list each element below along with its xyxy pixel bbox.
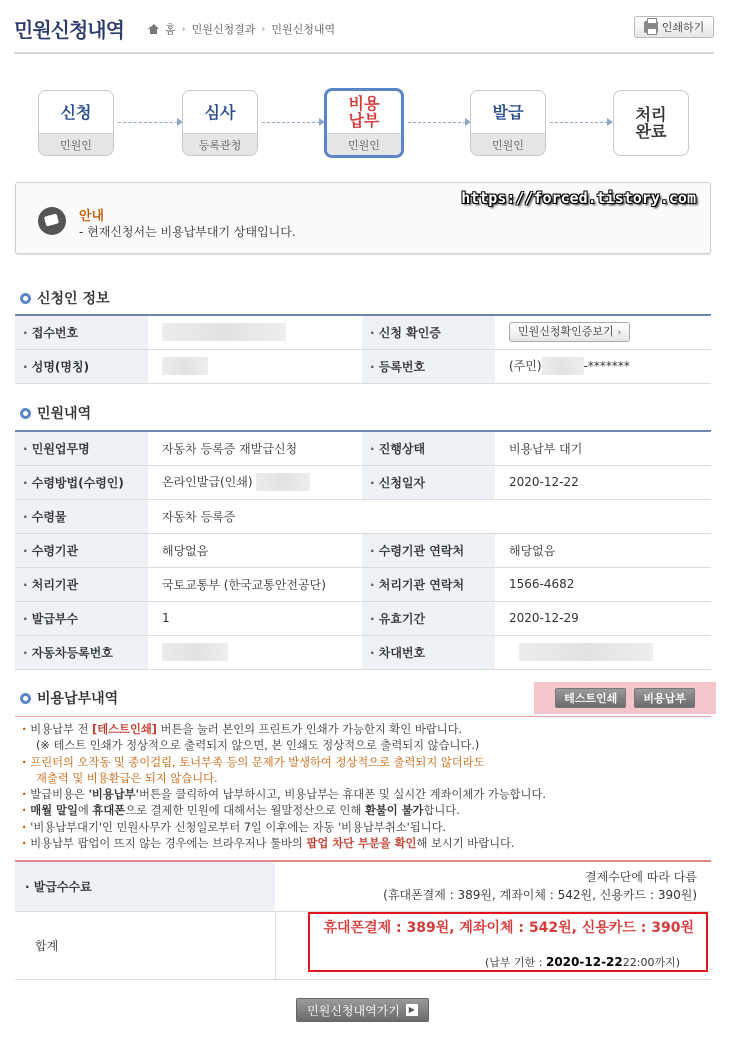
row-value: 해당없음 bbox=[148, 533, 362, 567]
table-row bbox=[15, 499, 711, 533]
breadcrumb-home[interactable]: 홈 bbox=[165, 23, 176, 36]
test-print-button[interactable]: 테스트인쇄 bbox=[555, 688, 626, 708]
row-value: 해당없음 bbox=[495, 533, 711, 567]
progress-steps bbox=[38, 88, 698, 160]
reg-no-value bbox=[495, 349, 711, 383]
table-row bbox=[15, 601, 711, 635]
fee-label: · 발급수수료 bbox=[15, 861, 275, 911]
row-value: 2020-12-22 bbox=[495, 465, 711, 499]
payment-deadline: (납부 기한 : 2020-12-2222:00까지) bbox=[484, 955, 680, 969]
step-complete bbox=[613, 90, 689, 156]
row-label: · 수령방법(수령인) bbox=[15, 465, 148, 499]
note-line: · 매월 말일에 휴대폰으로 결제한 민원에 대해서는 월말정산으로 인해 환불이 불가합니다. bbox=[22, 804, 460, 818]
reg-no-suffix: -******* bbox=[583, 358, 630, 373]
row-label: · 민원업무명 bbox=[15, 431, 148, 465]
fee-button-group bbox=[534, 682, 716, 714]
notice-text: - 현재신청서는 비용납부대기 상태입니다. bbox=[79, 225, 296, 239]
note-line: (※ 테스트 인쇄가 정상적으로 출력되지 않으면, 본 인쇄도 정상적으로 출력되지 않습니다.) bbox=[36, 739, 480, 753]
print-button-label: 인쇄하기 bbox=[661, 21, 705, 34]
civil-table bbox=[15, 430, 711, 670]
divider bbox=[15, 716, 711, 717]
page-header bbox=[14, 10, 714, 54]
note-line: · 비용납부 전 [테스트인쇄] 버튼을 눌러 본인의 프린트가 인쇄가 가능한지 확인 바랍니다. bbox=[22, 723, 463, 736]
table-row bbox=[15, 533, 711, 567]
bullet-icon bbox=[20, 693, 31, 704]
breadcrumb bbox=[148, 21, 335, 37]
step-name: 비용 납부 bbox=[348, 94, 380, 130]
printer-icon bbox=[644, 21, 658, 33]
fee-line: (휴대폰결제 : 389원, 계좌이체 : 542원, 신용카드 : 390원) bbox=[383, 888, 697, 903]
row-label: · 차대번호 bbox=[362, 635, 495, 669]
step-payment bbox=[324, 88, 404, 158]
page-title: 민원신청내역 bbox=[14, 18, 124, 42]
row-label: · 자동차등록번호 bbox=[15, 635, 148, 669]
chevron-right-icon: › bbox=[261, 23, 266, 35]
step-actor: 민원인 bbox=[39, 133, 113, 155]
row-label: · 수령물 bbox=[15, 499, 148, 533]
applicant-table bbox=[15, 314, 711, 384]
bullet-icon bbox=[20, 408, 31, 419]
row-value: 자동차 등록증 bbox=[148, 499, 711, 533]
bullet-icon bbox=[20, 293, 31, 304]
view-confirmation-button[interactable] bbox=[509, 322, 630, 342]
note-line: · '비용납부대기'인 민원사무가 신청일로부터 7일 이후에는 자동 '비용납부취소'됩니다. bbox=[22, 820, 447, 834]
fee-line: 결제수단에 따라 다름 bbox=[585, 870, 697, 885]
section-title: 신청인 정보 bbox=[37, 291, 110, 307]
row-value bbox=[148, 635, 362, 669]
row-label: · 진행상태 bbox=[362, 431, 495, 465]
row-label: · 처리기관 연락처 bbox=[362, 567, 495, 601]
table-row bbox=[15, 465, 711, 499]
chevron-right-icon: ▶ bbox=[406, 1004, 418, 1016]
step-actor: 민원인 bbox=[327, 133, 401, 155]
breadcrumb-result[interactable]: 민원신청결과 bbox=[191, 23, 256, 36]
fee-value bbox=[275, 861, 711, 911]
note-line: 재출력 및 비용환급은 되지 않습니다. bbox=[36, 771, 218, 785]
confirm-label: · 신청 확인증 bbox=[362, 315, 495, 349]
step-name: 신청 bbox=[60, 102, 92, 122]
step-actor: 민원인 bbox=[471, 133, 545, 155]
receipt-no-value bbox=[148, 315, 362, 349]
row-value bbox=[495, 635, 711, 669]
table-row bbox=[15, 635, 711, 669]
view-confirmation-label: 민원신청확인증보기 bbox=[518, 325, 614, 339]
row-label: · 유효기간 bbox=[362, 601, 495, 635]
reg-no-prefix: (주민) bbox=[509, 358, 542, 373]
notice-box bbox=[15, 182, 711, 254]
table-row bbox=[15, 349, 711, 383]
table-row bbox=[15, 431, 711, 465]
home-icon[interactable] bbox=[148, 24, 159, 34]
reg-no-label: · 등록번호 bbox=[362, 349, 495, 383]
receipt-no-label: · 접수번호 bbox=[15, 315, 148, 349]
table-row bbox=[15, 861, 711, 911]
row-label: · 수령기관 bbox=[15, 533, 148, 567]
row-value: 비용납부 대기 bbox=[495, 431, 711, 465]
watermark: https://forced.tistory.com bbox=[461, 189, 696, 207]
go-to-list-button[interactable] bbox=[296, 998, 429, 1022]
row-value: 국토교통부 (한국교통안전공단) bbox=[148, 567, 362, 601]
row-label: · 수령기관 연락처 bbox=[362, 533, 495, 567]
note-line: · 발급비용은 '비용납부'버튼을 클릭하여 납부하시고, 비용납부는 휴대폰 및 실시간 계좌이체가 가능합니다. bbox=[22, 788, 546, 802]
breadcrumb-current: 민원신청내역 bbox=[271, 23, 336, 36]
memo-icon bbox=[38, 207, 66, 235]
pay-button[interactable]: 비용납부 bbox=[634, 688, 695, 708]
row-value: 2020-12-29 bbox=[495, 601, 711, 635]
step-name: 심사 bbox=[204, 102, 236, 122]
section-civil bbox=[20, 403, 91, 423]
step-name: 발급 bbox=[492, 102, 524, 122]
row-value bbox=[148, 465, 362, 499]
step-name: 처리 완료 bbox=[635, 105, 667, 141]
row-value: 1 bbox=[148, 601, 362, 635]
step-apply bbox=[38, 90, 114, 156]
receive-method: 온라인발급(인쇄) bbox=[162, 474, 253, 489]
go-to-list-label: 민원신청내역가기 bbox=[307, 1003, 400, 1018]
row-label: · 처리기관 bbox=[15, 567, 148, 601]
total-box bbox=[308, 912, 708, 972]
table-row bbox=[15, 567, 711, 601]
section-applicant bbox=[20, 288, 110, 308]
step-issue bbox=[470, 90, 546, 156]
name-value bbox=[148, 349, 362, 383]
name-label: · 성명(명칭) bbox=[15, 349, 148, 383]
section-title: 비용납부내역 bbox=[37, 691, 119, 707]
section-fee bbox=[20, 688, 118, 708]
confirm-value bbox=[495, 315, 711, 349]
total-amount: 휴대폰결제 : 389원, 계좌이체 : 542원, 신용카드 : 390원 bbox=[323, 920, 694, 936]
step-arrow bbox=[118, 122, 178, 123]
total-label: 합계 bbox=[15, 911, 275, 979]
row-label: · 신청일자 bbox=[362, 465, 495, 499]
notice-title: 안내 bbox=[79, 209, 105, 224]
step-arrow bbox=[408, 122, 466, 123]
chevron-right-icon: › bbox=[617, 328, 622, 339]
row-value: 자동차 등록증 재발급신청 bbox=[148, 431, 362, 465]
chevron-right-icon: › bbox=[181, 23, 186, 35]
step-review bbox=[182, 90, 258, 156]
row-value: 1566-4682 bbox=[495, 567, 711, 601]
fee-notes bbox=[22, 722, 712, 852]
note-line: · 비용납부 팝업이 뜨지 않는 경우에는 브라우저나 툴바의 팝업 차단 부분을 확인해 보시기 바랍니다. bbox=[22, 837, 515, 851]
step-arrow bbox=[550, 122, 608, 123]
step-actor: 등록관청 bbox=[183, 133, 257, 155]
row-label: · 발급부수 bbox=[15, 601, 148, 635]
section-title: 민원내역 bbox=[37, 406, 92, 422]
note-line: · 프린터의 오작동 및 종이걸림, 토너부족 등의 문제가 발생하여 정상적으로 출력되지 않더라도 bbox=[22, 755, 485, 769]
step-arrow bbox=[262, 122, 320, 123]
print-button[interactable] bbox=[634, 16, 714, 38]
table-row bbox=[15, 315, 711, 349]
